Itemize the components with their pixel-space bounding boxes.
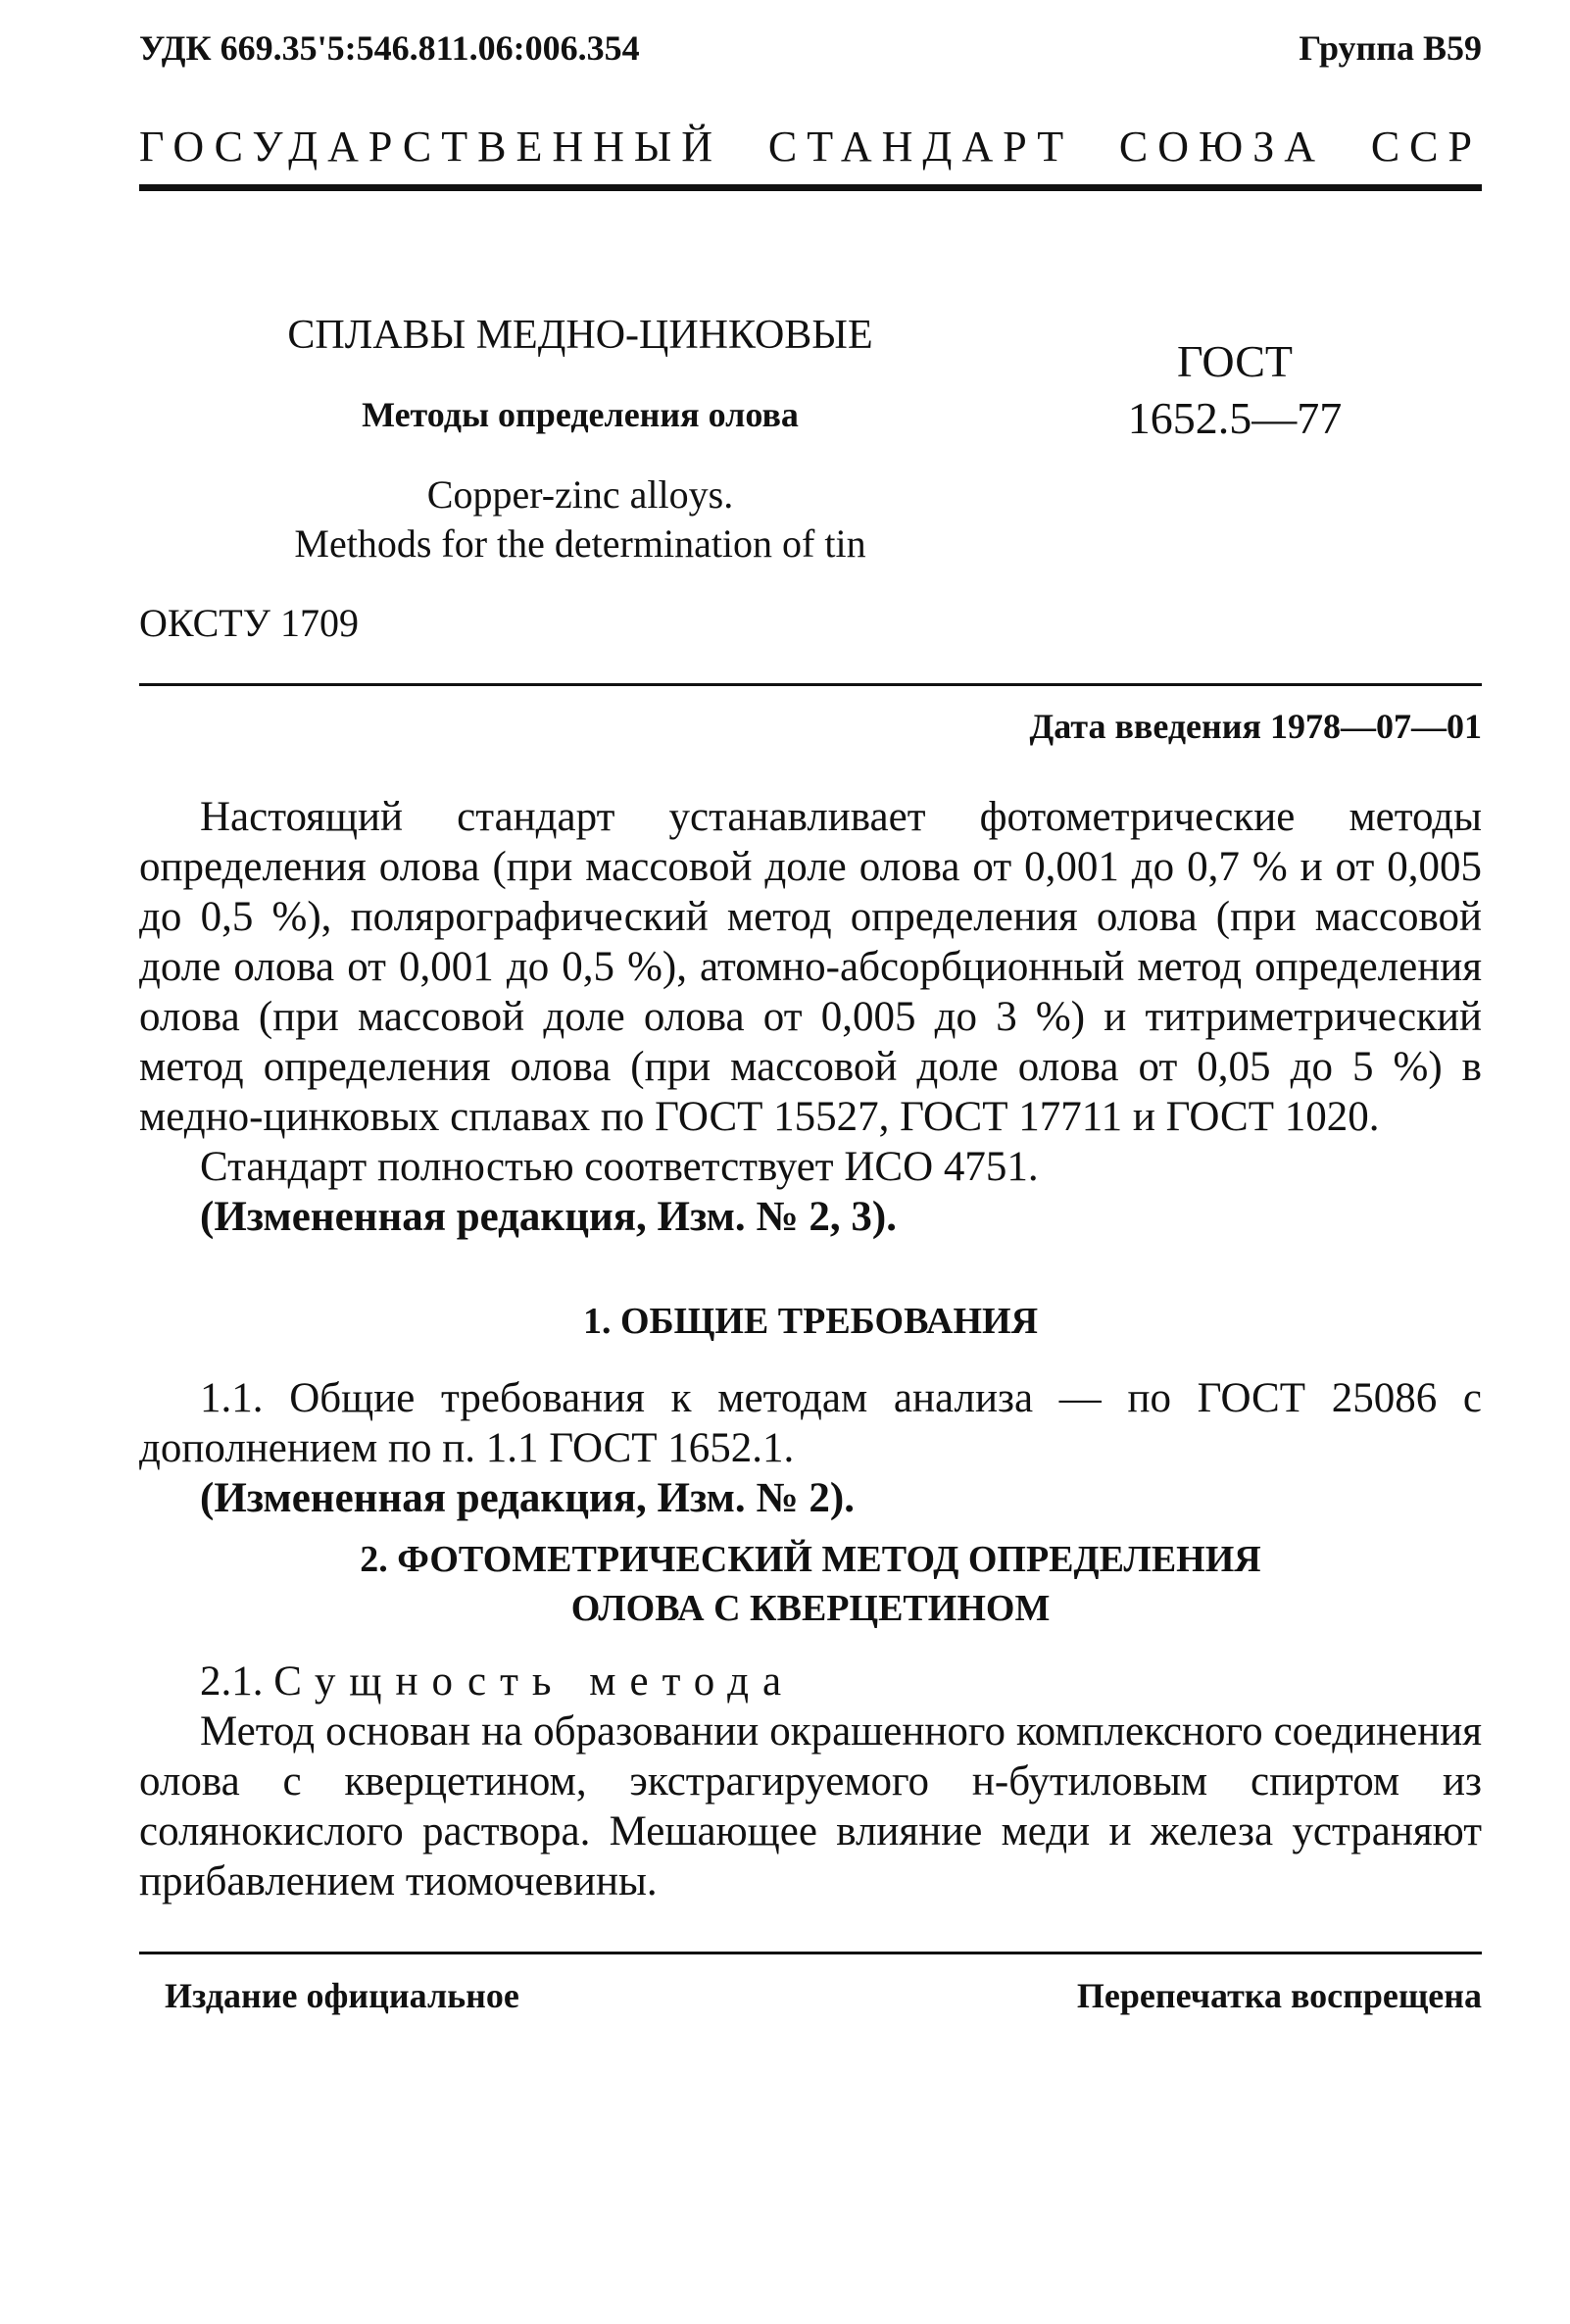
document-title-ru: СПЛАВЫ МЕДНО-ЦИНКОВЫЕ — [287, 313, 873, 358]
title-en-line1: Copper-zinc alloys. — [426, 472, 734, 517]
document-subtitle-ru: Методы определения олова — [362, 395, 799, 434]
header-rule — [139, 184, 1482, 191]
section-2-heading-line1: 2. ФОТОМЕТРИЧЕСКИЙ МЕТОД ОПРЕДЕЛЕНИЯ — [360, 1539, 1261, 1580]
subsection-number: 2.1. — [200, 1658, 264, 1705]
section-1-body — [139, 1373, 1482, 1523]
gost-label: ГОСТ — [1176, 336, 1293, 386]
section-2-heading — [139, 1535, 1482, 1633]
gost-number: 1652.5—77 — [1127, 393, 1343, 443]
footer-official-edition: Издание официальное — [165, 1976, 519, 2015]
intro-paragraph: Настоящий стандарт устанавливает фотометрические методы определения олова (при массовой доле олова от 0,001 до 0,7 % и от 0,005 до 0,5 %), полярографический метод определения олова (при массовой доле олова от 0,001 до 0,5 %), атомно-абсорбционный метод определения олова (при массовой доле олова от 0,005 до 3 %) и титриметрический метод определения олова (при массовой доле олова от 0,05 до 5 %) в медно-цинковых сплавах по ГОСТ 15527, ГОСТ 17711 и ГОСТ 1020. — [139, 794, 1482, 1140]
section-2-paragraph: Метод основан на образовании окрашенного комплексного соединения олова с кверцетином, экстрагируемого н-бутиловым спиртом из солянокислого раствора. Мешающее влияние меди и железа устраняют прибавлением тиомочевины. — [139, 1708, 1482, 1904]
intro-revision-note: (Измененная редакция, Изм. № 2, 3). — [200, 1194, 897, 1240]
subsection-title: Сущность метода — [273, 1658, 796, 1705]
footer-reprint-prohibited: Перепечатка воспрещена — [1076, 1976, 1482, 2015]
udk-code: УДК 669.35'5:546.811.06:006.354 — [139, 28, 640, 68]
title-rule — [139, 683, 1482, 686]
gost-designation — [1088, 333, 1382, 447]
title-en-line2: Methods for the determination of tin — [294, 521, 866, 566]
section-1-heading: 1. ОБЩИЕ ТРЕБОВАНИЯ — [582, 1301, 1039, 1342]
section-2-heading-line2: ОЛОВА С КВЕРЦЕТИНОМ — [570, 1588, 1051, 1629]
footer-rule — [139, 1952, 1482, 1954]
section-2-body — [139, 1656, 1482, 1906]
group-code: Группа В59 — [1299, 28, 1482, 68]
subsection-2-1-heading — [139, 1656, 1482, 1706]
document-title-en — [139, 470, 1021, 569]
section-1-revision-note: (Измененная редакция, Изм. № 2). — [200, 1475, 855, 1521]
section-1-paragraph: 1.1. Общие требования к методам анализа — по ГОСТ 25086 с дополнением по п. 1.1 ГОСТ 1652.1. — [139, 1375, 1482, 1471]
introduction-date: Дата введения 1978—07—01 — [1029, 707, 1482, 746]
okstu-code: ОКСТУ 1709 — [139, 601, 360, 645]
intro-block — [139, 792, 1482, 1242]
iso-compliance: Стандарт полностью соответствует ИСО 4751. — [200, 1144, 1039, 1190]
state-standard-title: ГОСУДАРСТВЕННЫЙ СТАНДАРТ СОЮЗА ССР — [139, 123, 1482, 171]
